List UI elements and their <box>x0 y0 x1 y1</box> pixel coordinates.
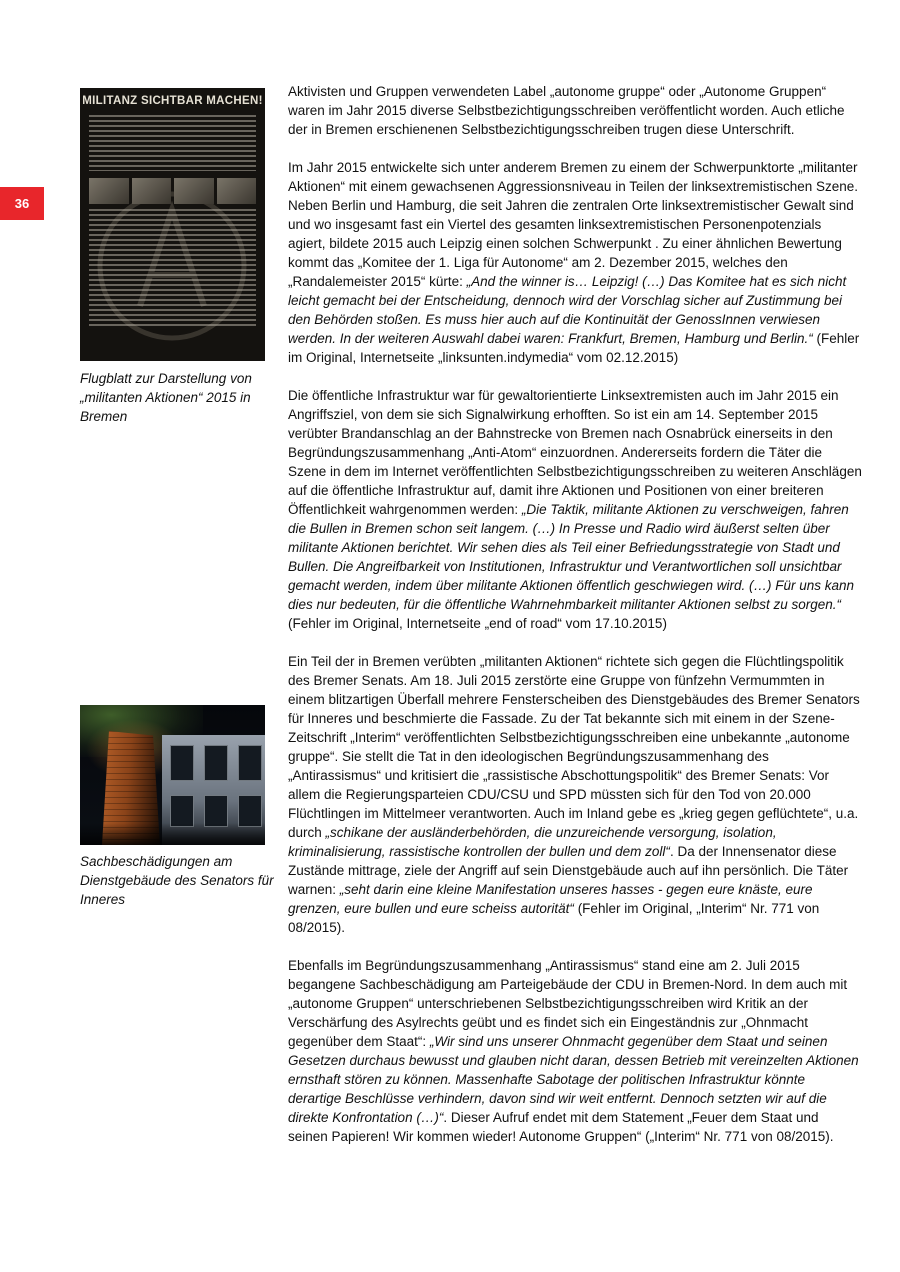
photo-window <box>204 745 228 781</box>
body-text: Im Jahr 2015 entwickelte sich unter anderem Bremen zu einem der Schwerpunktorte „militanter Aktionen“ mit einem gewachsenen Aggressionsniveau in Teilen der linksextremistischen Szene. Neben Berlin und Hamburg, die seit Jahren die zentralen Orte linksextremistischer Gewalt sind und wo insgesamt fast ein Viertel des gesamten linksextremistischen Personenpotenzials agiert, bildete 2015 auch Leipzig einen solchen Schwerpunkt . Zu einer ähnlichen Bewertung kommt das „Komitee der 1. Liga für Autonome“ am 2. Dezember 2015, welches den „Randalemeister 2015“ kürte: <box>288 160 859 289</box>
body-text: . Dieser Aufruf endet mit dem Statement „Feuer dem Staat und seinen Papieren! Wir kommen wieder! Autonome Gruppen“ („Interim“ Nr. 771 von 08/2015). <box>288 1110 834 1144</box>
body-paragraph <box>288 956 862 1146</box>
body-text: (Fehler im Original, Internetseite „linksunten.indymedia“ vom 02.12.2015) <box>288 331 860 365</box>
body-paragraph <box>288 652 862 937</box>
body-text: Die öffentliche Infrastruktur war für gewaltorientierte Linksextremisten auch im Jahr 2015 ein Angriffsziel, von dem sie sich Signalwirkung erhofften. So ist ein am 14. September 2015 verübter Brandanschlag an der Bahnstrecke von Bremen nach Osnabrück einerseits in den Begründungszusammenhang „Anti-Atom“ einzuordnen. Andererseits fordern die Täter die Szene in dem im Internet veröffentlichten Selbstbezichtigungsschreiben zu weiteren Anschlägen auf die öffentliche Infrastruktur auf, damit ihre Aktionen und Positionen von einer breiteren Öffentlichkeit wahrgenommen werden: <box>288 388 862 517</box>
body-paragraph <box>288 386 862 633</box>
flyer-photo-strip <box>89 178 256 204</box>
quote-text: „Wir sind uns unserer Ohnmacht gegenüber dem Staat und seinen Gesetzen durchaus bewusst und glauben nicht daran, dessen Betrieb mit vereinzelten Aktionen ernsthaft stören zu können. Massenhafte Sabotage der politischen Infrastruktur könnte derartige Beschlüsse verhindern, davon sind wir weit entfernt. Dennoch setzten wir auf die direkte Konfrontation (…)“ <box>288 1034 859 1125</box>
body-column <box>288 82 862 1165</box>
flyer-thumbnail <box>174 178 214 204</box>
flyer-title: MILITANZ SICHTBAR MACHEN! <box>82 95 263 107</box>
quote-text: „Die Taktik, militante Aktionen zu verschweigen, fahren die Bullen in Bremen schon seit langem. (…) In Presse und Radio wird äußerst selten über militante Aktionen berichtet. Wir sehen dies als Teil einer Befriedungsstrategie von Stadt und Bullen. Die Angreifbarkeit von Institutionen, Infrastruktur und Verantwortlichen soll unsichtbar gemacht werden, indem über militante Aktionen öffentlich geschwiegen wird. (…) Für uns kann dies nur bedeuten, für die öffentliche Wahrnehmbarkeit militanter Aktionen selbst zu sorgen.“ <box>288 502 855 612</box>
flyer-thumbnail <box>217 178 257 204</box>
body-paragraph <box>288 158 862 367</box>
flyer-thumbnail <box>89 178 129 204</box>
quote-text: „And the winner is… Leipzig! (…) Das Komitee hat es sich nicht leicht gemacht bei der Entscheidung, dennoch wird der Vorschlag sicher auf Zustimmung bei den Behörden stoßen. Es muss hier auch auf die Kontinuität der GenossInnen verwiesen werden. In der weiteren Auswahl dabei waren: Frankfurt, Bremen, Hamburg und Berlin.“ <box>288 274 847 346</box>
body-text: (Fehler im Original, Internetseite „end of road“ vom 17.10.2015) <box>288 616 667 631</box>
body-text: . Da der Innensenator diese Zustände mittrage, ziele der Angriff auf sein Dienstgebäude auch auf ihn persönlich. Die Täter warnen: <box>288 844 849 897</box>
night-photo-caption: Sachbeschädigungen am Dienstgebäude des Senators für Inneres <box>80 854 274 907</box>
night-photo-figure <box>80 705 265 845</box>
photo-window <box>170 745 194 781</box>
flyer-body-lines <box>89 115 256 171</box>
body-text: (Fehler im Original, „Interim“ Nr. 771 von 08/2015). <box>288 901 820 935</box>
body-text: Aktivisten und Gruppen verwendeten Label „autonome gruppe“ oder „Autonome Gruppen“ waren im Jahr 2015 diverse Selbstbezichtigungsschreiben veröffentlicht worden. Auch etliche der in Bremen erschienenen Selbstbezichtigungsschreiben trugen diese Unterschrift. <box>288 84 845 137</box>
body-text: Ebenfalls im Begründungszusammenhang „Antirassismus“ stand eine am 2. Juli 2015 begangene Sachbeschädigung am Parteigebäude der CDU in Bremen-Nord. In dem auch mit „autonome Gruppen“ unterschriebenen Selbstbezichtigungsschreiben wird Kritik an der Verschärfung des Asylrechts geübt und es findet sich ein Eingeständnis zur „Ohnmacht gegenüber dem Staat“: <box>288 958 848 1049</box>
quote-text: „seht darin eine kleine Manifestation unseres hasses - gegen eure knäste, eure grenzen, eure bullen und eure scheiss autorität“ <box>288 882 813 916</box>
flyer-thumbnail <box>132 178 172 204</box>
body-text: Ein Teil der in Bremen verübten „militanten Aktionen“ richtete sich gegen die Flüchtlingspolitik des Bremer Senats. Am 18. Juli 2015 zerstörte eine Gruppe von fünfzehn Vermummten in einem blitzartigen Überfall mehrere Fensterscheiben des Dienstgebäudes des Bremer Senators für Inneres und beschmierte die Fassade. Zu der Tat bekannte sich mit einem in der Szene-Zeitschrift „Interim“ veröffentlichten Selbstbezichtigungsschreiben eine unbekannte „autonome gruppe“. Sie stellt die Tat in den ideologischen Begründungszusammenhang des „Antirassismus“ und kritisiert die „rassistische Abschottungspolitik“ des Bremer Senats: Vor allem die Regierungsparteien CDU/CSU und SPD müssten sich für den Tod von 20.000 Flüchtlingen im Mittelmeer verantworten. Auch im Inland gebe es „krieg gegen geflüchtete“, u.a. durch <box>288 654 860 840</box>
photo-window <box>238 745 262 781</box>
quote-text: „schikane der ausländerbehörden, die unzureichende versorgung, isolation, kriminalisierung, rassistische kontrollen der bullen und dem zoll“ <box>288 825 777 859</box>
flyer-figure <box>80 88 265 361</box>
flyer-caption: Flugblatt zur Darstellung von „militanten Aktionen“ 2015 in Bremen <box>80 371 252 424</box>
page-number-badge <box>0 187 44 220</box>
page-number: 36 <box>14 196 30 211</box>
body-paragraph <box>288 82 862 139</box>
photo-ground-shadow <box>80 823 265 845</box>
flyer-body-lines <box>89 209 256 327</box>
